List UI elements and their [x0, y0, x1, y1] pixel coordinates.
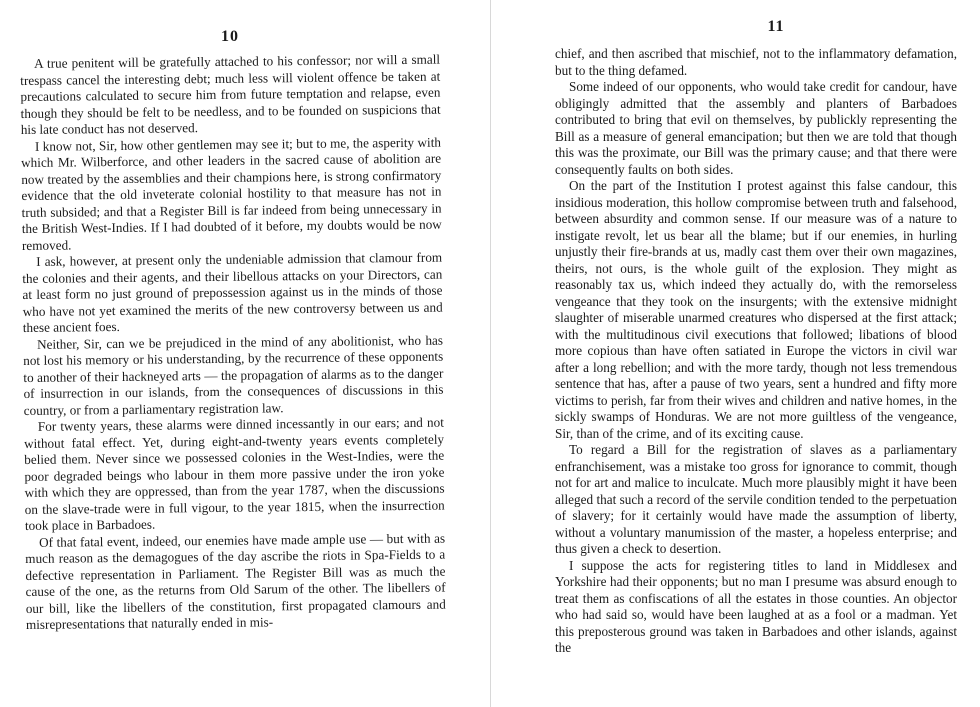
paragraph: I know not, Sir, how other gentlemen may see it; but to me, the asperity with which Mr. Wilberforce, and other leaders in the sacred cause of abolition are now treated by the assemblies and their champions here, is strong confirmatory evidence that the old inveterate colonial hostility to that measure has not in truth subsided; and that a Register Bill is far indeed from being unnecessary in the British West-Indies. If I had doubted of it before, my doubts would be now removed.: [21, 134, 442, 253]
paragraph: To regard a Bill for the registration of slaves as a parliamentary enfranchisement, was a mistake too gross for ignorance to commit, though not for art and malice to inculcate. Much more plausibly might it have been alleged that such a record of the servile condition tended to the perpetuation of slavery; for it certainly would have made the assumption of liberty, without a voluntary manumission of the master, a hopeless enterprise; and thus given a check to desertion.: [555, 442, 957, 556]
paragraph: Of that fatal event, indeed, our enemies have made ample use — but with as much reason as the demagogues of the day ascribe the riots in Spa-Fields to a defective representation in Parliament. The Register Bill was as much the cause of the one, as the returns from Old Sarum of the other. The libellers of our bill, like the libellers of the constitution, first propagated clamours and misrepresentations that naturally ended in mis-: [25, 530, 446, 632]
page-gutter: [490, 0, 491, 707]
paragraph: Some indeed of our opponents, who would take credit for candour, have obligingly admitted that the assembly and planters of Barbadoes contributed to bring that evil on themselves, by publickly representing the Bill as a measure of general emancipation; but then we are told that though this was the proximate, our Bill was the primary cause; and that there were consequently faults on both sides.: [555, 79, 957, 177]
paragraph: A true penitent will be gratefully attached to his confessor; nor will a small trespass cancel the interesting debt; much less will violent offence be taken at precautions calculated to secure him from future temptation and relapse, even though they should be felt to be needless, and to be founded on suspicions that his late conduct has not deserved.: [20, 51, 441, 137]
right-page-text: [555, 46, 957, 657]
left-page: [20, 0, 446, 634]
left-page-text: [20, 52, 446, 634]
paragraph: For twenty years, these alarms were dinned incessantly in our ears; and not without fatal effect. Yet, during eight-and-twenty years events completely belied them. Never since we possessed colonies in the West-Indies, were the poor degraded beings who labour in them more passive under the iron yoke with which they are oppressed, than from the year 1787, when the discussions on the slave-trade were in full vigour, to the year 1815, when the insurrection took place in Barbadoes.: [23, 414, 445, 533]
paragraph: I ask, however, at present only the undeniable admission that clamour from the colonies and their agents, and their libellous attacks on your Directors, can at least form no just ground of prepossession against us in the minds of those who have not yet examined the merits of the new controversy between us and these ancient foes.: [22, 249, 443, 335]
paragraph: I suppose the acts for registering titles to land in Middlesex and Yorkshire had their opponents; but no man I presume was absurd enough to treat them as confiscations of all the estates in those counties. An objector who had said so, would have been laughed at as a fool or a madman. Yet this preposterous ground was taken in Barbadoes and other islands, against the: [555, 557, 957, 655]
paragraph: On the part of the Institution I protest against this false candour, this insidious moderation, this hollow compromise between truth and falsehood, between absurdity and common sense. If our measure was of a nature to instigate revolt, let us bear all the blame; but if our enemies, in hurling unjustly their fire-brands at us, madly cast them over their own magazines, theirs, not ours, is the whole guilt of the explosion. They might as reasonably tax us, which indeed they actually do, with the remorseless vengeance that they took on the insurgents; with the extensive midnight slaughter of miserable unarmed creatures who dispersed at the first attack; with the multitudinous civil executions that followed; libations of blood more copious than have often satiated in Europe the victors in civil war after a long rebellion; and with the more tardy, though not less tremendous sentence that has, after a pause of two years, sent a hundred and fifty more victims to perish, far from their wives and children and native homes, in the sickly swamps of Honduras. We are not more guiltless of the vengeance, Sir, than of the crime, and of its exciting cause.: [555, 178, 957, 441]
page-number: 10: [221, 28, 239, 45]
paragraph-continuation: chief, and then ascribed that mischief, not to the inflammatory defamation, but to the thing defamed.: [555, 46, 957, 78]
right-page: [555, 0, 957, 657]
paragraph: Neither, Sir, can we be prejudiced in the mind of any abolitionist, who has not lost his memory or his understanding, by the recurrence of these opponents to another of their hackneyed arts — the propagation of alarms as to the danger of insurrection in our islands, from the consequences of discussions in this country, or from a parliamentary registration law.: [23, 332, 444, 418]
page-number: 11: [767, 18, 785, 35]
